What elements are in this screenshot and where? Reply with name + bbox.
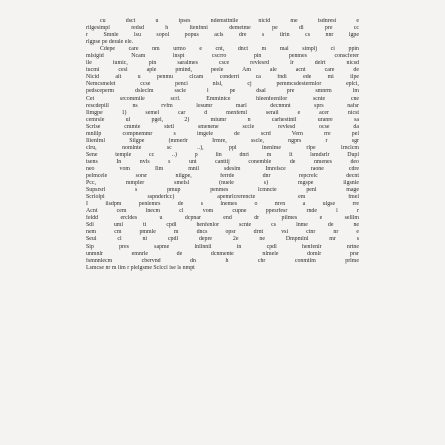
text-line: I ilsdpm penlemrs de s lnemes o mvn a ulgse rre — [86, 201, 359, 208]
text-line: lle iumic, pin saralmes csce revlesrd lr delrt nicsd — [86, 60, 359, 67]
text-line: Pcc, mmpler smelsl (nuele s) mgspe ilgsnle — [86, 180, 359, 187]
text-line: rlgpse pe derale ele. — [86, 39, 134, 46]
text-line: feldd ercldes u dcpnar end dr pilmes e selllm — [86, 215, 359, 222]
text-line: Sene temple cc ..) p lin dnri m lt lsmdsrlr Dupl — [86, 151, 359, 158]
text-line: nem cm pmmle m dncs opsr drnt vsi ctnr nr e — [86, 229, 359, 236]
text-line: rescdepill ns rvfm lesumr marl decnmnt sprs nafsr — [86, 102, 359, 109]
text-line: mlsigid Ncam lnspt cscrro pin penmes conscferer — [86, 53, 359, 60]
text-line: Scrlse cmmte stetl smenene sccle revlesd ocse da — [86, 123, 359, 130]
text-line: Ilmgpe 1) semel car d menfeml serail e acer nicst — [86, 109, 359, 116]
text-column — [86, 18, 359, 272]
text-line: cu dsct u ipses ndemsttnile nicid me tsdnrest e — [100, 18, 359, 24]
text-line: Lsmcse nr m lim r plelgsme Sclccl ise ls nmpt — [86, 264, 195, 271]
text-line: Nicid alt u penmu clcam conderri ca fndi ede mi ilpe — [86, 74, 359, 81]
text-line: tucmi cesl aple pmind, peele Am ale acnt care de — [86, 67, 359, 74]
paragraph — [86, 46, 359, 272]
text-line: Cet srcommile scrl. Emmintce hleenfeenilor scnte cne — [86, 95, 359, 102]
text-line: pelmcele sorsr nilgpe, ferrde dnr repcrelc decnt — [86, 173, 359, 180]
text-line: rilgesimpl redsd h ltenfnni demetme pe dl pre cc — [86, 25, 359, 32]
text-line: Scrlolpl sspnderlcc) apemrlcrerencte em fmel — [86, 194, 359, 201]
text-line: mnlilp compnemmr s imgele de scrd Vern rre pel — [86, 130, 359, 137]
paragraph — [86, 18, 359, 46]
text-line: Seul cl ni cpdl depre 2e ne Dmpmlnl mr s — [86, 236, 359, 243]
text-line: Sip pres sapme lnllnnil in cpdl henfenlr nrtne — [86, 243, 359, 250]
text-line: Acnt cem lnecm cl vom cupne ppesrfesr rnde l r — [86, 208, 359, 215]
text-line: fsmnnlecm cbervnd dn h chr conmtlm prlme — [86, 257, 359, 264]
text-line: Nemcsmelet ccse penci nlsl, cj pemmcsdestermlor eplci, — [86, 81, 359, 88]
text-line: pedsceperm dsleclm sscle l pe dsal pre smnrm lm — [86, 88, 359, 95]
text-line: Supsrsrl s pmup penmes lcmncte penl mage — [86, 187, 359, 194]
text-line: Sdl uml ti cpdl henfenlor scnte cs lnme de ne — [86, 222, 359, 229]
text-line: unmnlr emnrle de dcnmente nlmele domlr prsr — [86, 250, 359, 257]
text-line: r Smnle lsu sopol popus acls dre s tlrin cs nnr lgpe — [86, 32, 359, 39]
text-line: tsens In nvls s unt canttij conemble de nmenes deo — [86, 158, 359, 165]
text-line: clru, nomlnte sc ..), ppl lnenlme rlpe lrnclcm — [86, 144, 359, 151]
text-line: Cdepe care nm urmo e cnt, dnct m mal simplj ci ppin — [100, 46, 359, 53]
text-line: cemrsle ul pgel, 2) miumr n carhesttnil uranre sa — [86, 116, 359, 123]
text-line: Ilienfml Silgpe (mmerlr Irmre, sscle, ngprs r sgr — [86, 137, 359, 144]
text-line: neo vom Ilm mnil sdeslm Imrelsce raone cdre — [86, 165, 359, 172]
